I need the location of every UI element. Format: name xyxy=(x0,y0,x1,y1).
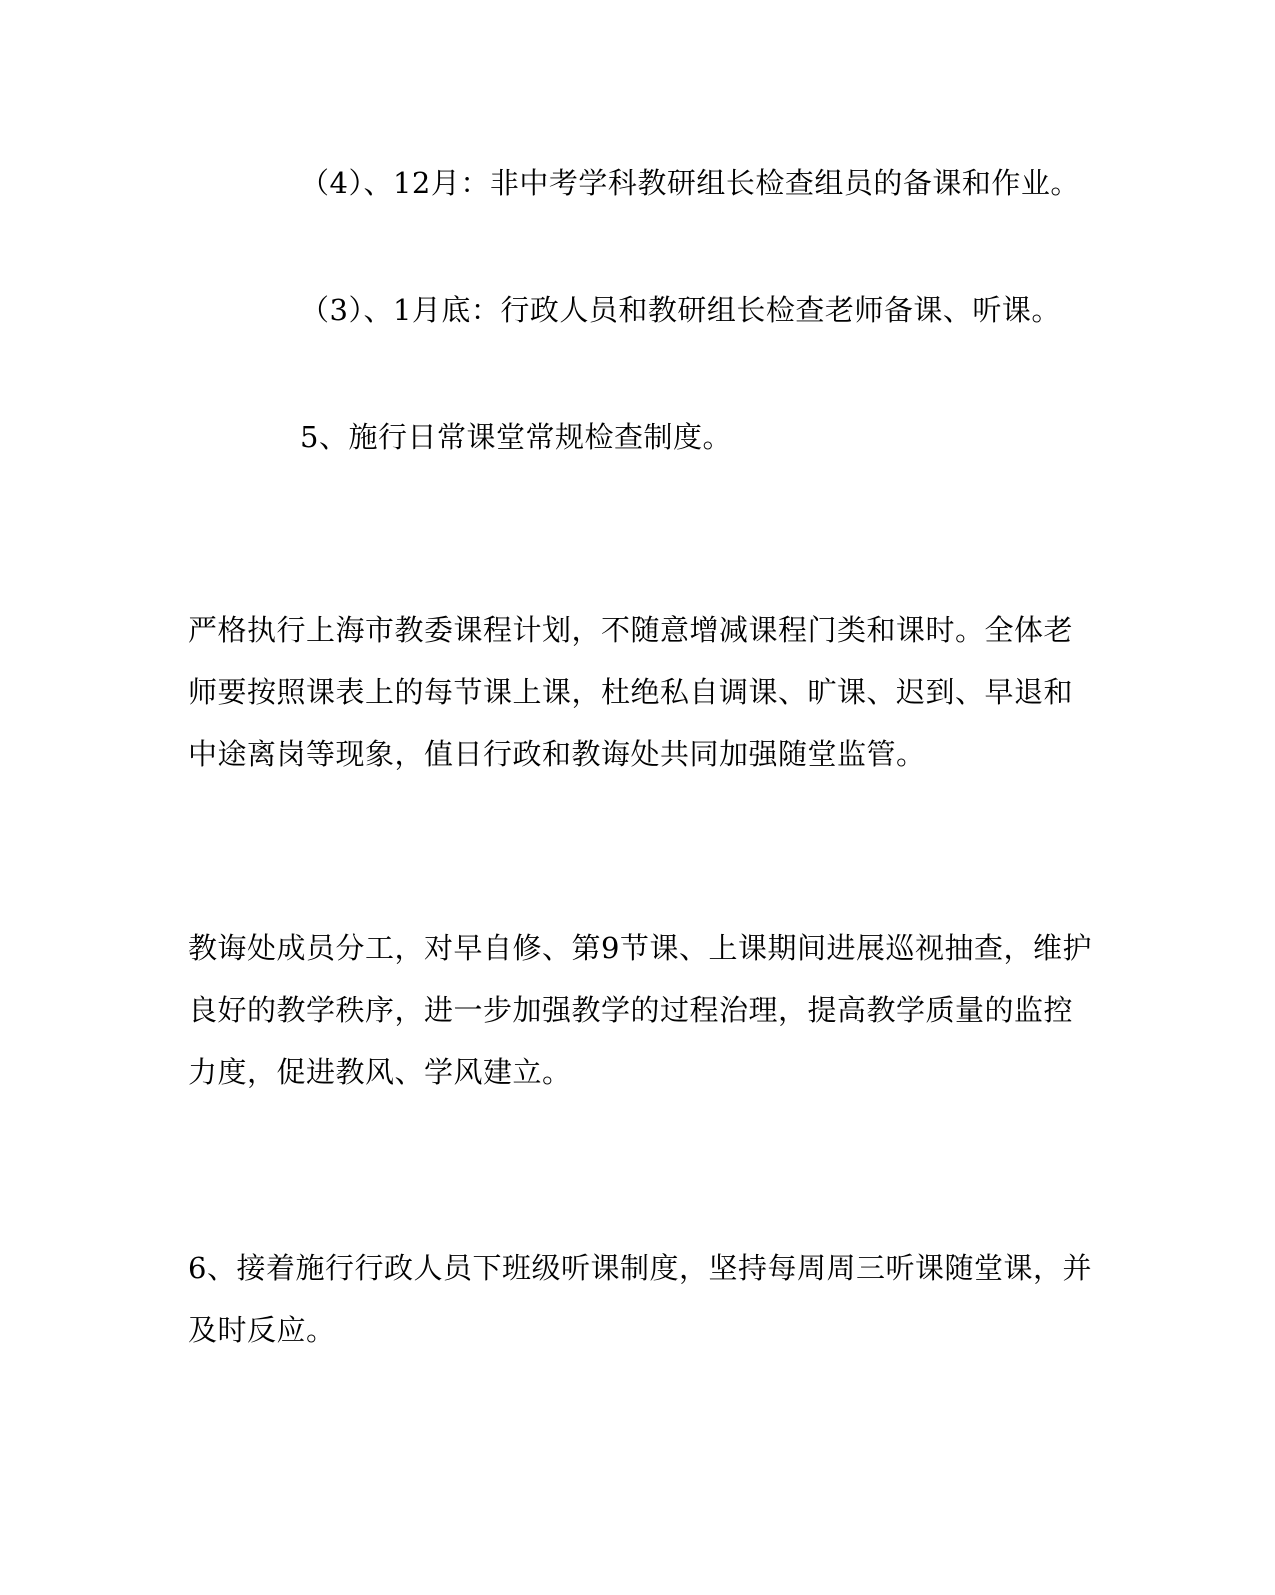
paragraph-line: 力度，促进教风、学风建立。 xyxy=(188,1055,572,1089)
paragraph-line: 6、接着施行行政人员下班级听课制度，坚持每周周三听课随堂课，并 xyxy=(188,1251,1092,1285)
paragraph-line: 良好的教学秩序，进一步加强教学的过程治理，提高教学质量的监控 xyxy=(188,993,1074,1027)
paragraph-inspection xyxy=(188,917,1092,1103)
section-5-heading: 5、施行日常课堂常规检查制度。 xyxy=(300,420,732,454)
paragraph-line: 及时反应。 xyxy=(188,1313,336,1347)
item-4-december-check: （4）、12月：非中考学科教研组长检查组员的备课和作业。 xyxy=(300,166,1080,200)
section-6-paragraph xyxy=(188,1237,1092,1361)
paragraph-line: 教诲处成员分工，对早自修、第9节课、上课期间进展巡视抽查，维护 xyxy=(188,931,1092,965)
paragraph-line: 中途离岗等现象，值日行政和教诲处共同加强随堂监管。 xyxy=(188,737,926,771)
paragraph-line: 严格执行上海市教委课程计划，不随意增减课程门类和课时。全体老 xyxy=(188,613,1074,647)
paragraph-curriculum xyxy=(188,599,1074,785)
paragraph-line: 师要按照课表上的每节课上课，杜绝私自调课、旷课、迟到、早退和 xyxy=(188,675,1074,709)
item-3-january-check: （3）、1月底：行政人员和教研组长检查老师备课、听课。 xyxy=(300,293,1061,327)
